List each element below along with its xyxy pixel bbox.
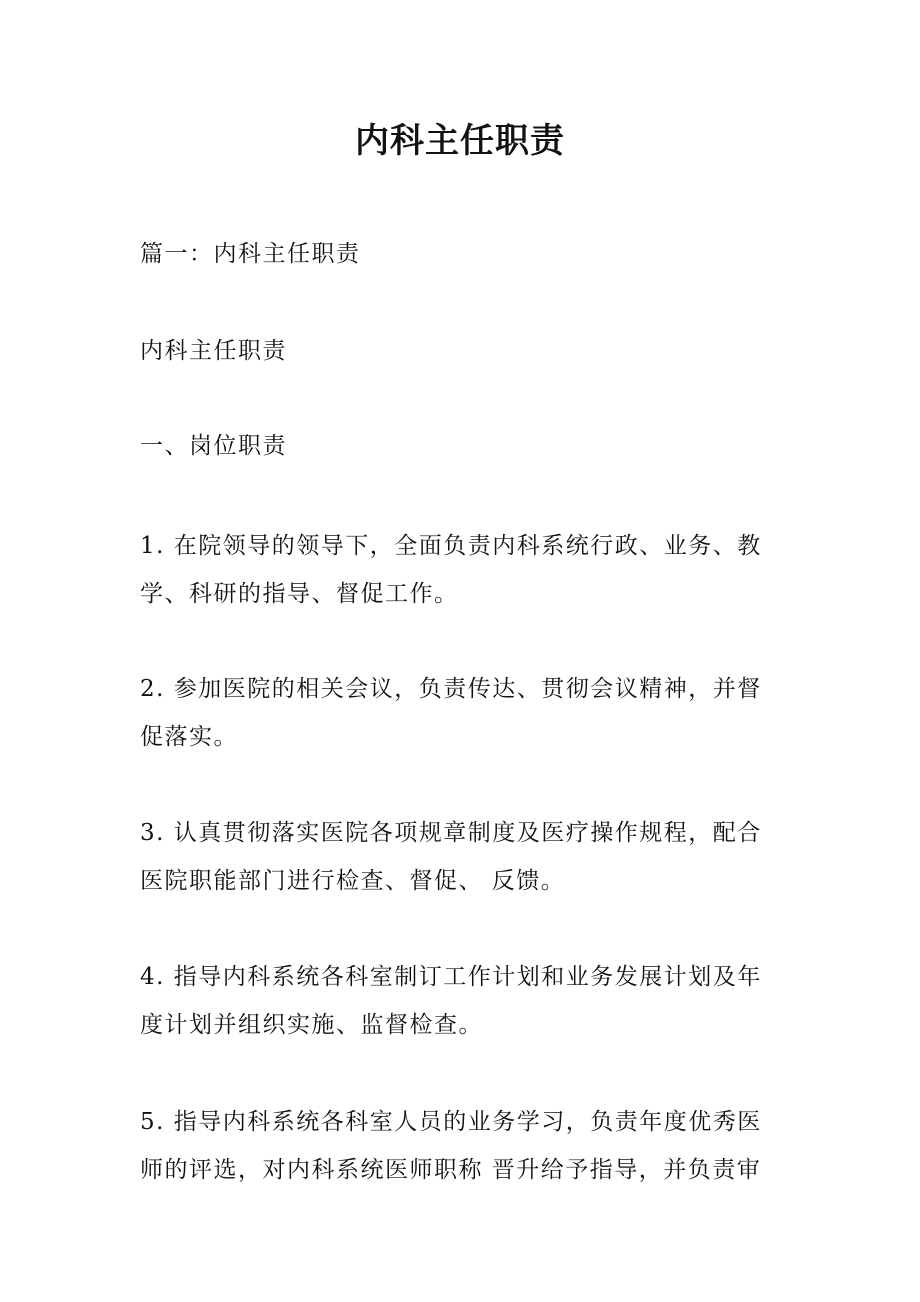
document-subtitle: 内科主任职责 — [140, 338, 287, 364]
list-item-5 — [140, 1098, 785, 1194]
part-heading: 一、岗位职责 — [140, 433, 287, 459]
list-item-line: 2. 参加医院的相关会议，负责传达、贯彻会议精神，并督 — [140, 676, 762, 702]
section-heading: 篇一：内科主任职责 — [140, 241, 361, 267]
list-item-line: 5. 指导内科系统各科室人员的业务学习，负责年度优秀医 — [140, 1109, 762, 1135]
list-item-line: 1. 在院领导的领导下，全面负责内科系统行政、业务、教 — [140, 533, 762, 559]
list-item-4 — [140, 953, 785, 1049]
list-item-2 — [140, 665, 785, 761]
list-item-line: 师的评选，对内科系统医师职称 晋升给予指导，并负责审 — [140, 1157, 762, 1183]
document-title: 内科主任职责 — [355, 121, 565, 161]
list-item-3 — [140, 809, 785, 905]
list-item-line: 度计划并组织实施、监督检查。 — [140, 1012, 483, 1038]
list-item-line: 3. 认真贯彻落实医院各项规章制度及医疗操作规程，配合 — [140, 820, 762, 846]
list-item-1 — [140, 522, 785, 618]
list-item-line: 医院职能部门进行检查、督促、 反馈。 — [140, 868, 566, 894]
list-item-line: 促落实。 — [140, 724, 238, 750]
list-item-line: 4. 指导内科系统各科室制订工作计划和业务发展计划及年 — [140, 964, 762, 990]
list-item-line: 学、科研的指导、督促工作。 — [140, 581, 459, 607]
